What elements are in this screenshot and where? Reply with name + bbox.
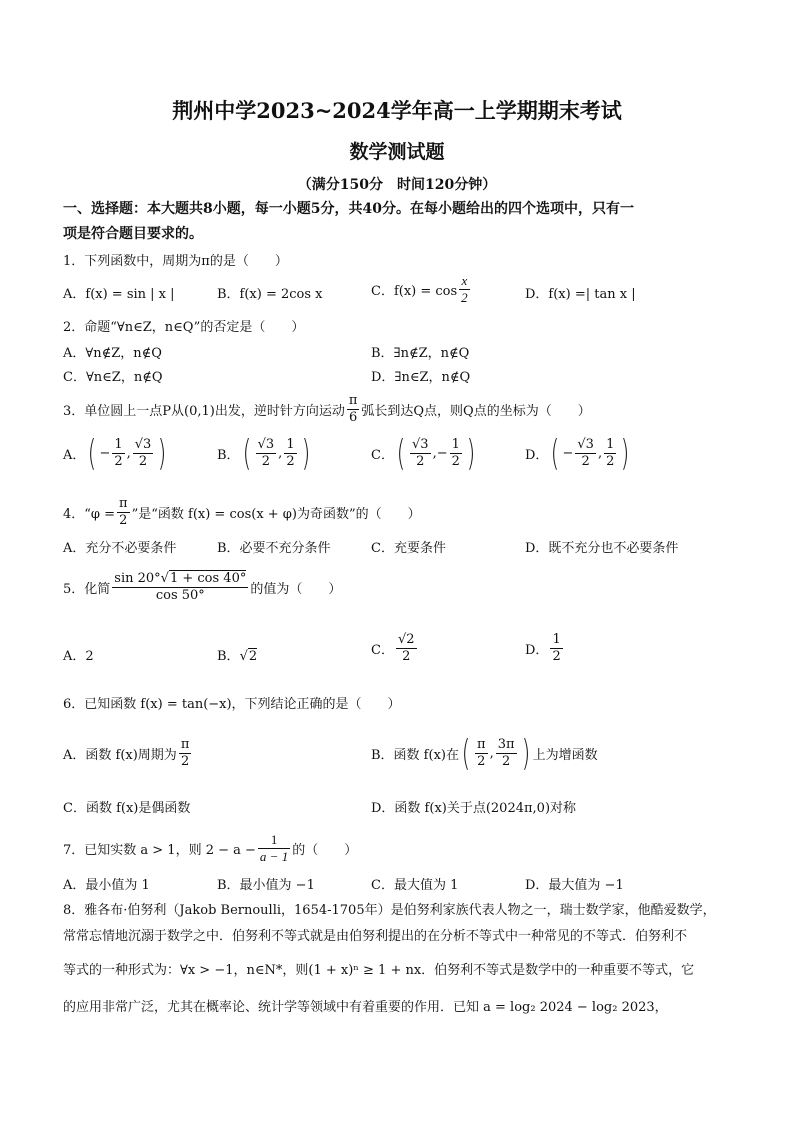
q7-option-d: D．最大值为 −1 bbox=[525, 878, 624, 893]
exam-subtitle: 数学测试题 bbox=[349, 141, 445, 163]
q3-option-d: D．( − $\frac{√3}{2}$ , $\frac{1}{2}$ ) bbox=[525, 432, 630, 474]
q7-stem: 7．已知实数 a > 1，则 2 − a − $\frac{1}{a - 1}$ 的（ ） bbox=[63, 832, 358, 864]
q3-option-a: A．( − $\frac{1}{2}$ , $\frac{√3}{2}$ ) bbox=[63, 432, 167, 474]
exam-meta: （满分150分 时间120分钟） bbox=[297, 177, 497, 193]
q5-option-c: C． $\frac{√2}{2}$ bbox=[371, 632, 415, 664]
q8-line2: 常常忘情地沉溺于数学之中．伯努利不等式就是由伯努利提出的在分析不等式中一种常见的不等式．伯努利不 bbox=[63, 929, 688, 944]
q8-line3: 等式的一种形式为：∀x > −1，n∈N*，则(1 + x)ⁿ ≥ 1 + nx．伯努利不等式是数学中的一种重要不等式，它 bbox=[63, 963, 695, 978]
section-heading-line2: 项是符合题目要求的。 bbox=[63, 226, 203, 242]
q4-option-b: B．必要不充分条件 bbox=[217, 541, 331, 556]
q1-option-a: A．f(x) = sin | x | bbox=[63, 287, 175, 302]
q2-option-d: D．∃n∈Z，n∉Q bbox=[371, 370, 471, 385]
q4-option-c: C．充要条件 bbox=[371, 541, 446, 556]
q5-option-d: D． $\frac{1}{2}$ bbox=[525, 632, 561, 664]
q1-stem: 1．下列函数中，周期为π的是（ ） bbox=[63, 254, 288, 269]
q4-option-d: D．既不充分也不必要条件 bbox=[525, 541, 679, 556]
q1-option-c: C．f(x) = cos $\frac{x}{2}$ bbox=[371, 273, 468, 305]
q2-option-a: A．∀n∉Z，n∉Q bbox=[63, 346, 162, 361]
q3-option-b: B．( $\frac{√3}{2}$ , $\frac{1}{2}$ ) bbox=[217, 432, 310, 474]
q5-option-a: A．2 bbox=[63, 649, 94, 664]
q6-option-c: C．函数 f(x)是偶函数 bbox=[63, 801, 191, 816]
q6-option-d: D．函数 f(x)关于点(2024π,0)对称 bbox=[371, 801, 577, 816]
q4-stem: 4．“φ = $\frac{\pi}{2}$ ”是“函数 f(x) = cos(x + φ)为奇函数”的（ ） bbox=[63, 496, 421, 528]
q6-option-b: B．函数 f(x)在( $\frac{\pi}{2}$ , $\frac{3\pi}{2}$ ) 上为增函数 bbox=[371, 732, 598, 774]
q6-option-a: A．函数 f(x)周期为 $\frac{\pi}{2}$ bbox=[63, 737, 190, 769]
q7-option-c: C．最大值为 1 bbox=[371, 878, 459, 893]
q6-stem: 6．已知函数 f(x) = tan(−x)，下列结论正确的是（ ） bbox=[63, 697, 401, 712]
q2-option-c: C．∀n∈Z，n∉Q bbox=[63, 370, 163, 385]
q3-stem: 3．单位圆上一点P从(0,1)出发，逆时针方向运动 $\frac{\pi}{6}$ 弧长到达Q点，则Q点的坐标为（ ） bbox=[63, 393, 591, 425]
q5-stem: 5．化简 $\frac{\sin 20^\circ√1 + \cos 40^\circ}{\cos 50^\circ}$ 的值为（ ） bbox=[63, 571, 342, 603]
q7-option-b: B．最小值为 −1 bbox=[217, 878, 315, 893]
q5-option-b: B．√2 bbox=[217, 649, 258, 664]
q7-option-a: A．最小值为 1 bbox=[63, 878, 150, 893]
q3-option-c: C．( $\frac{√3}{2}$ ,− $\frac{1}{2}$ ) bbox=[371, 432, 476, 474]
exam-title: 荆州中学2023~2024学年高一上学期期末考试 bbox=[172, 98, 622, 123]
q2-stem: 2．命题“∀n∈Z，n∈Q”的否定是（ ） bbox=[63, 320, 305, 335]
q1-option-b: B．f(x) = 2cos x bbox=[217, 287, 323, 302]
q8-line4: 的应用非常广泛，尤其在概率论、统计学等领域中有着重要的作用．已知 a = log₂ 2024 − log₂ 2023， bbox=[63, 1000, 668, 1015]
q1-option-d: D．f(x) =| tan x | bbox=[525, 287, 636, 302]
q2-option-b: B．∃n∉Z，n∉Q bbox=[371, 346, 470, 361]
q8-line1: 8．雅各布·伯努利（Jakob Bernoulli，1654-1705年）是伯努利家族代表人物之一，瑞士数学家，他酷爱数学， bbox=[63, 903, 716, 918]
section-heading-line1: 一、选择题：本大题共8小题，每一小题5分，共40分。在每小题给出的四个选项中，只有一 bbox=[63, 201, 634, 217]
q4-option-a: A．充分不必要条件 bbox=[63, 541, 177, 556]
